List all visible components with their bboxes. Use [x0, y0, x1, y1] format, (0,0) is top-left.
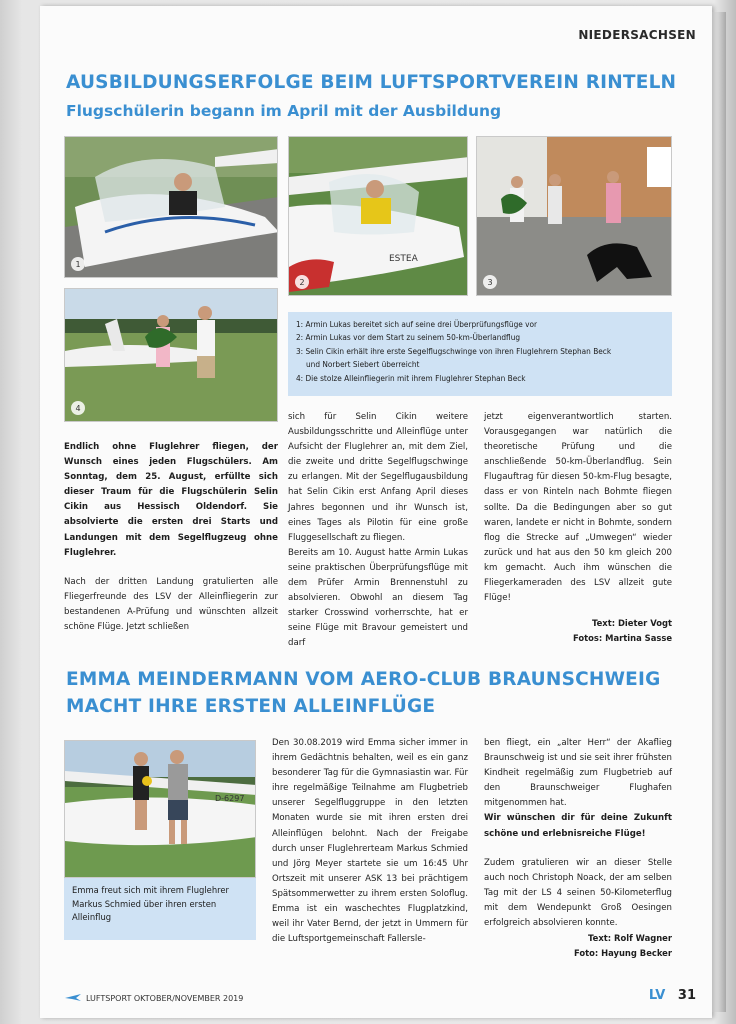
footer-lv: LV: [648, 988, 666, 1003]
section-label: NIEDERSACHSEN: [578, 28, 696, 42]
caption-1: 1: Armin Lukas bereitet sich auf seine drei Überprüfungsflüge vor: [296, 319, 538, 329]
photo-captions-box: [288, 312, 672, 396]
photo-emma-with-instructor: [64, 740, 256, 878]
article2-col3-p1: ben fliegt, ein „alter Herr“ der Akaflieg Braunschweig ist und sie seit ihrer frühsten Kindheit regelmäßig zum Flugbetrieb auf den Braunschweiger Flughafen mitgenommen hat.: [484, 738, 672, 809]
caption-4: 4: Die stolze Alleinfliegerin mit ihrem Fluglehrer Stephan Beck: [296, 372, 526, 383]
article1-title: AUSBILDUNGSERFOLGE BEIM LUFTSPORTVEREIN RINTELN: [66, 72, 677, 93]
article2-column-3: [484, 736, 672, 961]
photo-1-glider-cockpit: [64, 136, 278, 278]
article2-text-credit: Text: Rolf Wagner: [588, 933, 672, 944]
article1-lead: Endlich ohne Fluglehrer fliegen, der Wunsch eines jeden Flugschülers. Am Sonntag, dem 25. August, erfüllte sich dieser Traum für die Flugschülerin Selin Cikin aus Hessisch Oldendorf. Sie absolvierte die ersten drei Starts und Landungen mit dem Segelflugzeug ohne Fluglehrer.: [64, 442, 278, 558]
photo-4-solo-pilot: [64, 288, 278, 422]
article1-subtitle: Flugschülerin begann im April mit der Ausbildung: [66, 102, 502, 120]
next-page-edge: [712, 12, 726, 1012]
footer-page: [649, 988, 696, 1003]
photo-number-3: 3: [483, 275, 497, 289]
article1-column-1: [64, 440, 278, 635]
article2-photo-credit: Foto: Hayung Becker: [573, 948, 672, 959]
article2-title: EMMA MEINDERMANN VOM AERO-CLUB BRAUNSCHWEIG MACHT IHRE ERSTEN ALLEINFLÜGE: [66, 669, 661, 717]
plane-logo-icon: [64, 992, 82, 1004]
page-number: 31: [677, 988, 696, 1003]
svg-text:ESTEA: ESTEA: [389, 254, 418, 264]
article2-col2-body: Den 30.08.2019 wird Emma sicher immer in ihrem Gedächtnis behalten, weil es ein ganz besonderer Tag für die Gymnasiastin war. Für ihre regelmäßige Teilnahme am Flugbetrieb unserer Segelfluggruppe in den letzten Monaten wurde sie mit ihren ersten drei Alleinflügen belohnt. Nach der Freigabe durch unser Fluglehrerteam Markus Schmied und Jörg Meyer startete sie um 16:45 Uhr Ortszeit mit unserer ASK 13 bei prächtigem Spätsommerwetter zu ihrem ersten Soloflug. Emma ist ein waschechtes Flugplatzkind, weil ihr Vater Bernd, der jetzt in Ummern für die Luftsportgemeinschaft Fallersle-: [272, 738, 468, 945]
photo-number-2: 2: [295, 275, 309, 289]
footer-magazine: [64, 992, 243, 1004]
article1-photo-credit: Fotos: Martina Sasse: [573, 633, 672, 644]
article1-column-2: [288, 410, 468, 652]
svg-text:D-6297: D-6297: [215, 794, 245, 803]
photo-number-4: 4: [71, 401, 85, 415]
photo-number-1: 1: [71, 257, 85, 271]
article2-column-2: [272, 736, 468, 947]
article1-col2-p2: Bereits am 10. August hatte Armin Lukas seine praktischen Überprüfungsflüge mit dem Prüfer Armin Brennenstuhl zu absolvieren. Obwohl an diesem Tag starker Crosswind vorherrschte, hat er seine Flüge mit Bravour gemeistert und darf: [288, 547, 468, 649]
article1-column-3: [484, 410, 672, 646]
caption-3-continued: und Norbert Siebert überreicht: [306, 359, 420, 370]
caption-2: 2: Armin Lukas vor dem Start zu seinem 50-km-Überlandflug: [296, 332, 521, 343]
photo-2-glider-start: [288, 136, 468, 296]
caption-3: 3: Selin Cikin erhält ihre erste Segelflugschwinge von ihren Fluglehrern Stephan Beck: [296, 345, 612, 356]
article2-col3-p2: Zudem gratulieren wir an dieser Stelle auch noch Christoph Noack, der am selben Tag mit der LS 4 seinen 50-Kilometerflug mit dem Wendepunkt Groß Oesingen erfolgreich absolvieren konnte.: [484, 857, 672, 929]
article2-col3-wish: Wir wünschen dir für deine Zukunft schöne und erlebnisreiche Flüge!: [484, 813, 672, 839]
article1-text-credit: Text: Dieter Vogt: [592, 618, 672, 629]
article1-col3-p1: jetzt eigenverantwortlich starten. Vorausgegangen war natürlich die theoretische Prüfung und die anschließende 50-km-Überlandflug. Sein Flugauftrag für diesen 50-km-Flug besagte, dass er von Rinteln nach Bohmte fliegen sollte. Da die Bedingungen aber so gut waren, landete er nicht in Bohmte, sondern flog die Strecke auf „Umwegen“ wieder zurück und hat aus den 50 km gleich 200 km gemacht. Auch ihm wünschen die Fliegerkameraden des LSV allzeit gute Flüge!: [484, 412, 672, 604]
photo-3-wings-award: [476, 136, 672, 296]
article1-col2-p1: sich für Selin Cikin weitere Ausbildungsschritte und Alleinflüge unter Aufsicht der Fluglehrer an, mit dem Ziel, die zweite und dritte Segelflugschwinge zu erlangen. Mit der Segelflugausbildung hat Selin Cikin erst Anfang April dieses Jahres begonnen und ihr Wunsch ist, eines Tages als Pilotin für eine große Fluggesellschaft zu fliegen.: [288, 412, 468, 543]
magazine-issue: LUFTSPORT OKTOBER/NOVEMBER 2019: [86, 993, 244, 1003]
emma-photo-caption: Emma freut sich mit ihrem Fluglehrer Markus Schmied über ihren ersten Alleinflug: [64, 878, 256, 940]
article1-col1-body: Nach der dritten Landung gratulierten alle Fliegerfreunde des LSV der Alleinfliegerin zur bestandenen A-Prüfung und wünschten allzeit schöne Flüge. Jetzt schließen: [64, 576, 278, 633]
